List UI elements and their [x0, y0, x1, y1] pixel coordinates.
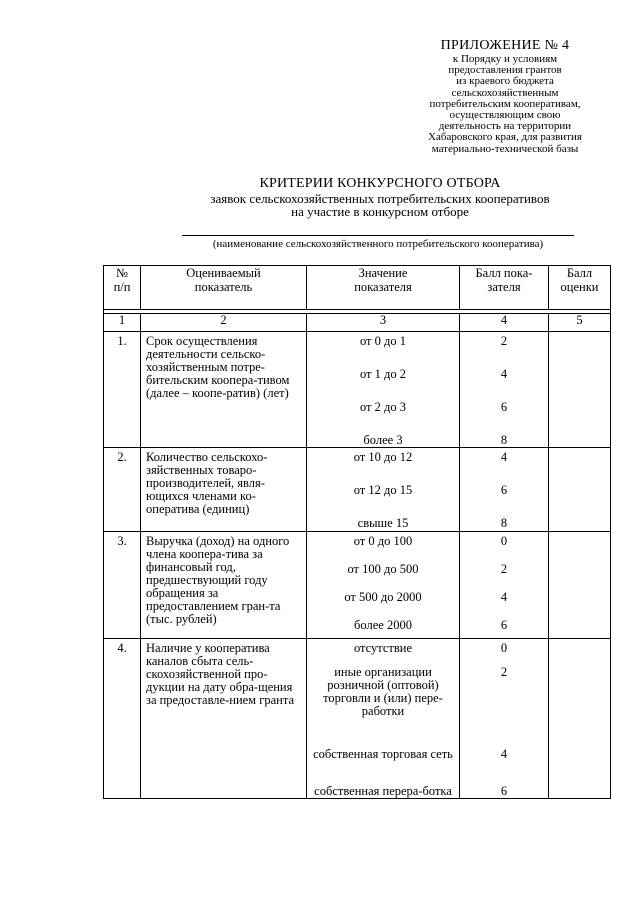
value-option: от 2 до 3 — [359, 400, 407, 414]
score-cell — [549, 639, 611, 799]
value-option: более 3 — [363, 433, 403, 447]
value-option: собственная торговая сеть — [313, 747, 453, 761]
points-value: 8 — [500, 433, 508, 447]
cooperative-name-line — [182, 235, 574, 236]
appendix-line: к Порядку и условиям — [452, 53, 558, 65]
appendix-line: потребительским кооперативам, — [429, 97, 581, 110]
column-number: 1 — [104, 314, 141, 332]
value-option: от 100 до 500 — [347, 562, 419, 576]
appendix-title: ПРИЛОЖЕНИЕ № 4 — [440, 38, 570, 53]
points-value: 6 — [500, 784, 508, 798]
indicator-values — [307, 639, 460, 799]
header-cell — [104, 266, 141, 310]
value-option: от 1 до 2 — [359, 367, 407, 381]
score-cell — [549, 332, 611, 448]
points-value: 2 — [500, 334, 508, 348]
cooperative-name-caption: (наименование сельскохозяйственного потребительского кооператива) — [212, 238, 544, 250]
appendix-line: предоставления грантов — [448, 64, 562, 77]
appendix-line: осуществляющим свою — [449, 109, 561, 122]
indicator-text: Наличие у кооператива каналов сбыта сель-скохозяйственной про-дукции на дату обра-щения за предоставле-нием гранта — [141, 639, 307, 799]
header-label: Балл пока- зателя — [475, 266, 533, 294]
header-cell — [549, 266, 611, 310]
appendix-line: Хабаровского края, для развития — [428, 131, 582, 144]
column-number: 2 — [141, 314, 307, 332]
value-option: от 500 до 2000 — [344, 590, 422, 604]
value-option: от 10 до 12 — [353, 450, 413, 464]
score-cell — [549, 448, 611, 532]
points-value: 0 — [500, 534, 508, 548]
header-cell — [307, 266, 460, 310]
value-option: от 0 до 1 — [359, 334, 407, 348]
appendix-block — [380, 38, 630, 155]
indicator-values — [307, 532, 460, 639]
value-option: более 2000 — [354, 618, 412, 632]
value-option: от 0 до 100 — [353, 534, 413, 548]
indicator-points — [460, 532, 549, 639]
points-value: 6 — [500, 483, 508, 497]
row-number: 3. — [104, 532, 141, 639]
header-cell — [460, 266, 549, 310]
indicator-points — [460, 448, 549, 532]
points-value: 0 — [500, 641, 508, 655]
indicator-values — [307, 332, 460, 448]
column-number: 4 — [460, 314, 549, 332]
header-cell — [141, 266, 307, 310]
value-option: отсутствие — [353, 641, 413, 655]
indicator-text: Выручка (доход) на одного члена коопера-тива за финансовый год, предшествующий году обращения за предоставлением гран-та (тыс. рублей) — [141, 532, 307, 639]
value-option: собственная перера-ботка — [314, 784, 452, 798]
points-value: 4 — [500, 590, 508, 604]
indicator-points — [460, 639, 549, 799]
row-number: 1. — [104, 332, 141, 448]
column-number-row — [104, 314, 611, 332]
criteria-title: КРИТЕРИИ КОНКУРСНОГО ОТБОРА — [259, 176, 501, 191]
points-value: 4 — [500, 747, 508, 761]
table-row — [104, 639, 611, 799]
points-value: 6 — [500, 400, 508, 414]
table-row — [104, 532, 611, 639]
points-value: 4 — [500, 450, 508, 464]
appendix-line: из краевого бюджета — [456, 75, 554, 88]
header-label: № п/п — [113, 266, 131, 294]
points-value: 4 — [500, 367, 508, 381]
column-number: 3 — [307, 314, 460, 332]
indicator-values — [307, 448, 460, 532]
table-header-row — [104, 266, 611, 310]
header-label: Оцениваемый показатель — [186, 266, 261, 294]
table-row — [104, 448, 611, 532]
value-option: свыше 15 — [357, 516, 409, 530]
points-value: 2 — [500, 562, 508, 576]
value-option: иные организации розничной (оптовой) торговли и (или) пере-работки — [323, 665, 443, 718]
indicator-points — [460, 332, 549, 448]
criteria-table — [103, 265, 611, 799]
criteria-heading — [170, 176, 590, 218]
row-number: 2. — [104, 448, 141, 532]
points-value: 2 — [500, 665, 508, 679]
points-value: 6 — [500, 618, 508, 632]
indicator-text: Срок осуществления деятельности сельско-хозяйственным потре-бительским коопера-тивом (далее – коопе-ратив) (лет) — [141, 332, 307, 448]
table-row — [104, 332, 611, 448]
criteria-subtitle-line: заявок сельскохозяйственных потребительских кооперативов — [210, 191, 550, 206]
points-value: 8 — [500, 516, 508, 530]
row-number: 4. — [104, 639, 141, 799]
appendix-line: сельскохозяйственным — [451, 86, 559, 99]
header-label: Балл оценки — [560, 266, 599, 294]
appendix-line: материально-технической базы — [431, 142, 579, 155]
indicator-text: Количество сельскохо-зяйственных товаро-производителей, явля-ющихся членами ко-оператива (единиц) — [141, 448, 307, 532]
score-cell — [549, 532, 611, 639]
value-option: от 12 до 15 — [353, 483, 413, 497]
appendix-line: деятельность на территории — [438, 120, 572, 133]
column-number: 5 — [549, 314, 611, 332]
criteria-subtitle-line: на участие в конкурсном отборе — [291, 204, 469, 219]
header-label: Значение показателя — [354, 266, 412, 294]
